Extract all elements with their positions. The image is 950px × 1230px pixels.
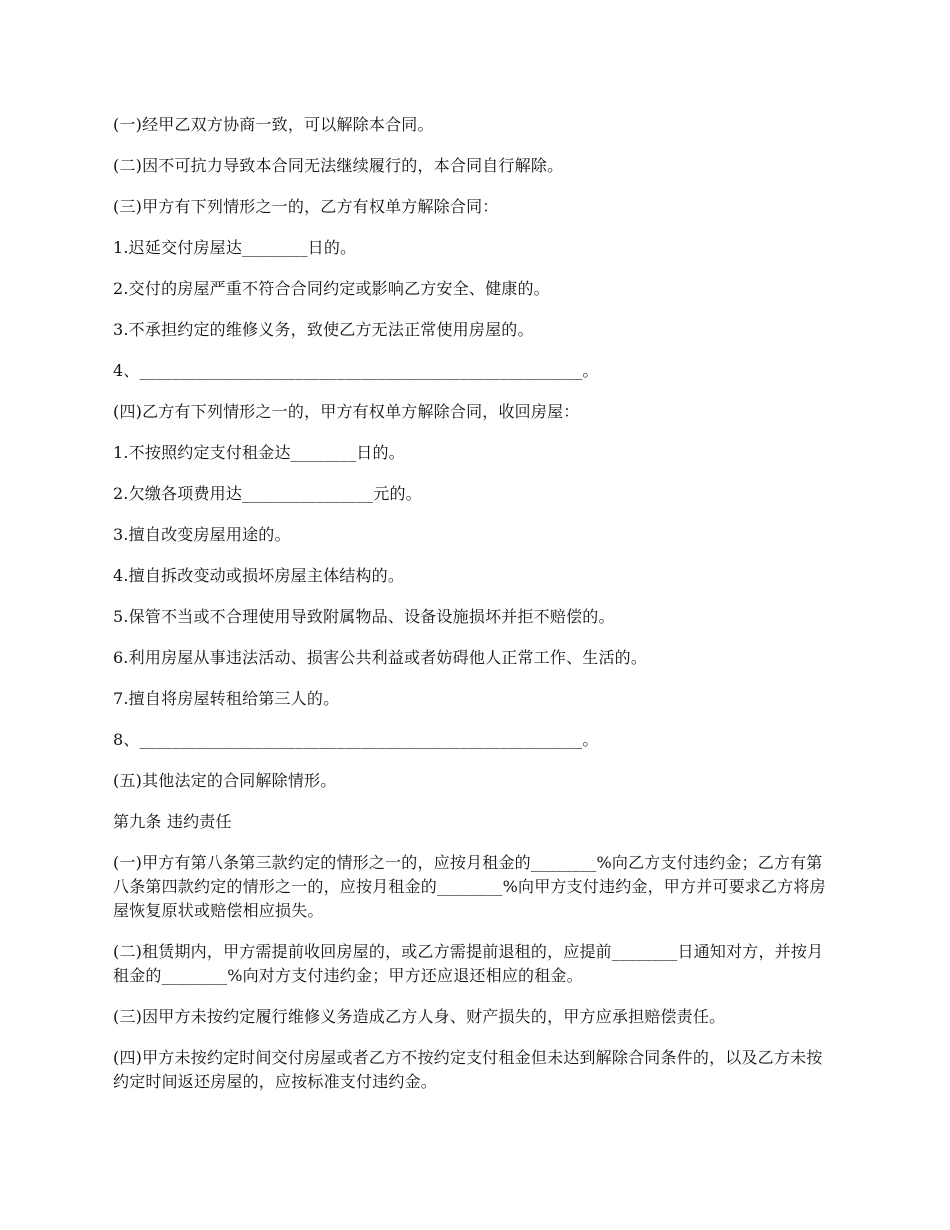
clause-8-item-4-sub-3: 3.擅自改变房屋用途的。 <box>113 525 291 544</box>
clause-8-item-4-sub-8: 8、______________________________________________________。 <box>113 730 599 749</box>
clause-8-item-4-sub-7: 7.擅自将房屋转租给第三人的。 <box>113 689 340 708</box>
clause-8-item-3-sub-1: 1.迟延交付房屋达________日的。 <box>113 238 357 257</box>
clause-9-item-1: (一)甲方有第八条第三款约定的情形之一的，应按月租金的________%向乙方支付违约金；乙方有第八条第四款约定的情形之一的，应按月租金的________%向甲方支付违约金，甲方并可要求乙方将房屋恢复原状或赔偿相应损失。 <box>113 853 826 920</box>
clause-8-item-2: (二)因不可抗力导致本合同无法继续履行的，本合同自行解除。 <box>113 156 564 175</box>
clause-8-item-4-sub-6: 6.利用房屋从事违法活动、损害公共利益或者妨碍他人正常工作、生活的。 <box>113 648 648 667</box>
clause-8-item-5: (五)其他法定的合同解除情形。 <box>113 771 337 790</box>
clause-9-heading: 第九条 违约责任 <box>113 812 232 831</box>
clause-8-item-4-sub-2: 2.欠缴各项费用达________________元的。 <box>113 484 422 503</box>
clause-8-item-3-sub-4: 4、______________________________________________________。 <box>113 361 599 380</box>
clause-8-item-3-sub-3: 3.不承担约定的维修义务，致使乙方无法正常使用房屋的。 <box>113 320 534 339</box>
clause-8-item-4-sub-1: 1.不按照约定支付租金达________日的。 <box>113 443 405 462</box>
clause-8-item-1: (一)经甲乙双方协商一致，可以解除本合同。 <box>113 115 434 134</box>
clause-9-item-3: (三)因甲方未按约定履行维修义务造成乙方人身、财产损失的，甲方应承担赔偿责任。 <box>113 1007 726 1026</box>
clause-9-item-2: (二)租赁期内，甲方需提前收回房屋的，或乙方需提前退租的，应提前________日通知对方，并按月租金的________%向对方支付违约金；甲方还应退还相应的租金。 <box>113 942 824 985</box>
clause-8-item-4-sub-5: 5.保管不当或不合理使用导致附属物品、设备设施损坏并拒不赔偿的。 <box>113 607 615 626</box>
clause-8-item-3-sub-2: 2.交付的房屋严重不符合合同约定或影响乙方安全、健康的。 <box>113 279 550 298</box>
clause-8-item-4-sub-4: 4.擅自拆改变动或损坏房屋主体结构的。 <box>113 566 405 585</box>
clause-8-item-3: (三)甲方有下列情形之一的，乙方有权单方解除合同： <box>113 197 499 216</box>
clause-9-item-4: (四)甲方未按约定时间交付房屋或者乙方不按约定支付租金但未达到解除合同条件的，以及乙方未按约定时间返还房屋的，应按标准支付违约金。 <box>113 1048 823 1091</box>
document-body <box>113 113 838 1111</box>
clause-8-item-4: (四)乙方有下列情形之一的，甲方有权单方解除合同，收回房屋： <box>113 402 580 421</box>
